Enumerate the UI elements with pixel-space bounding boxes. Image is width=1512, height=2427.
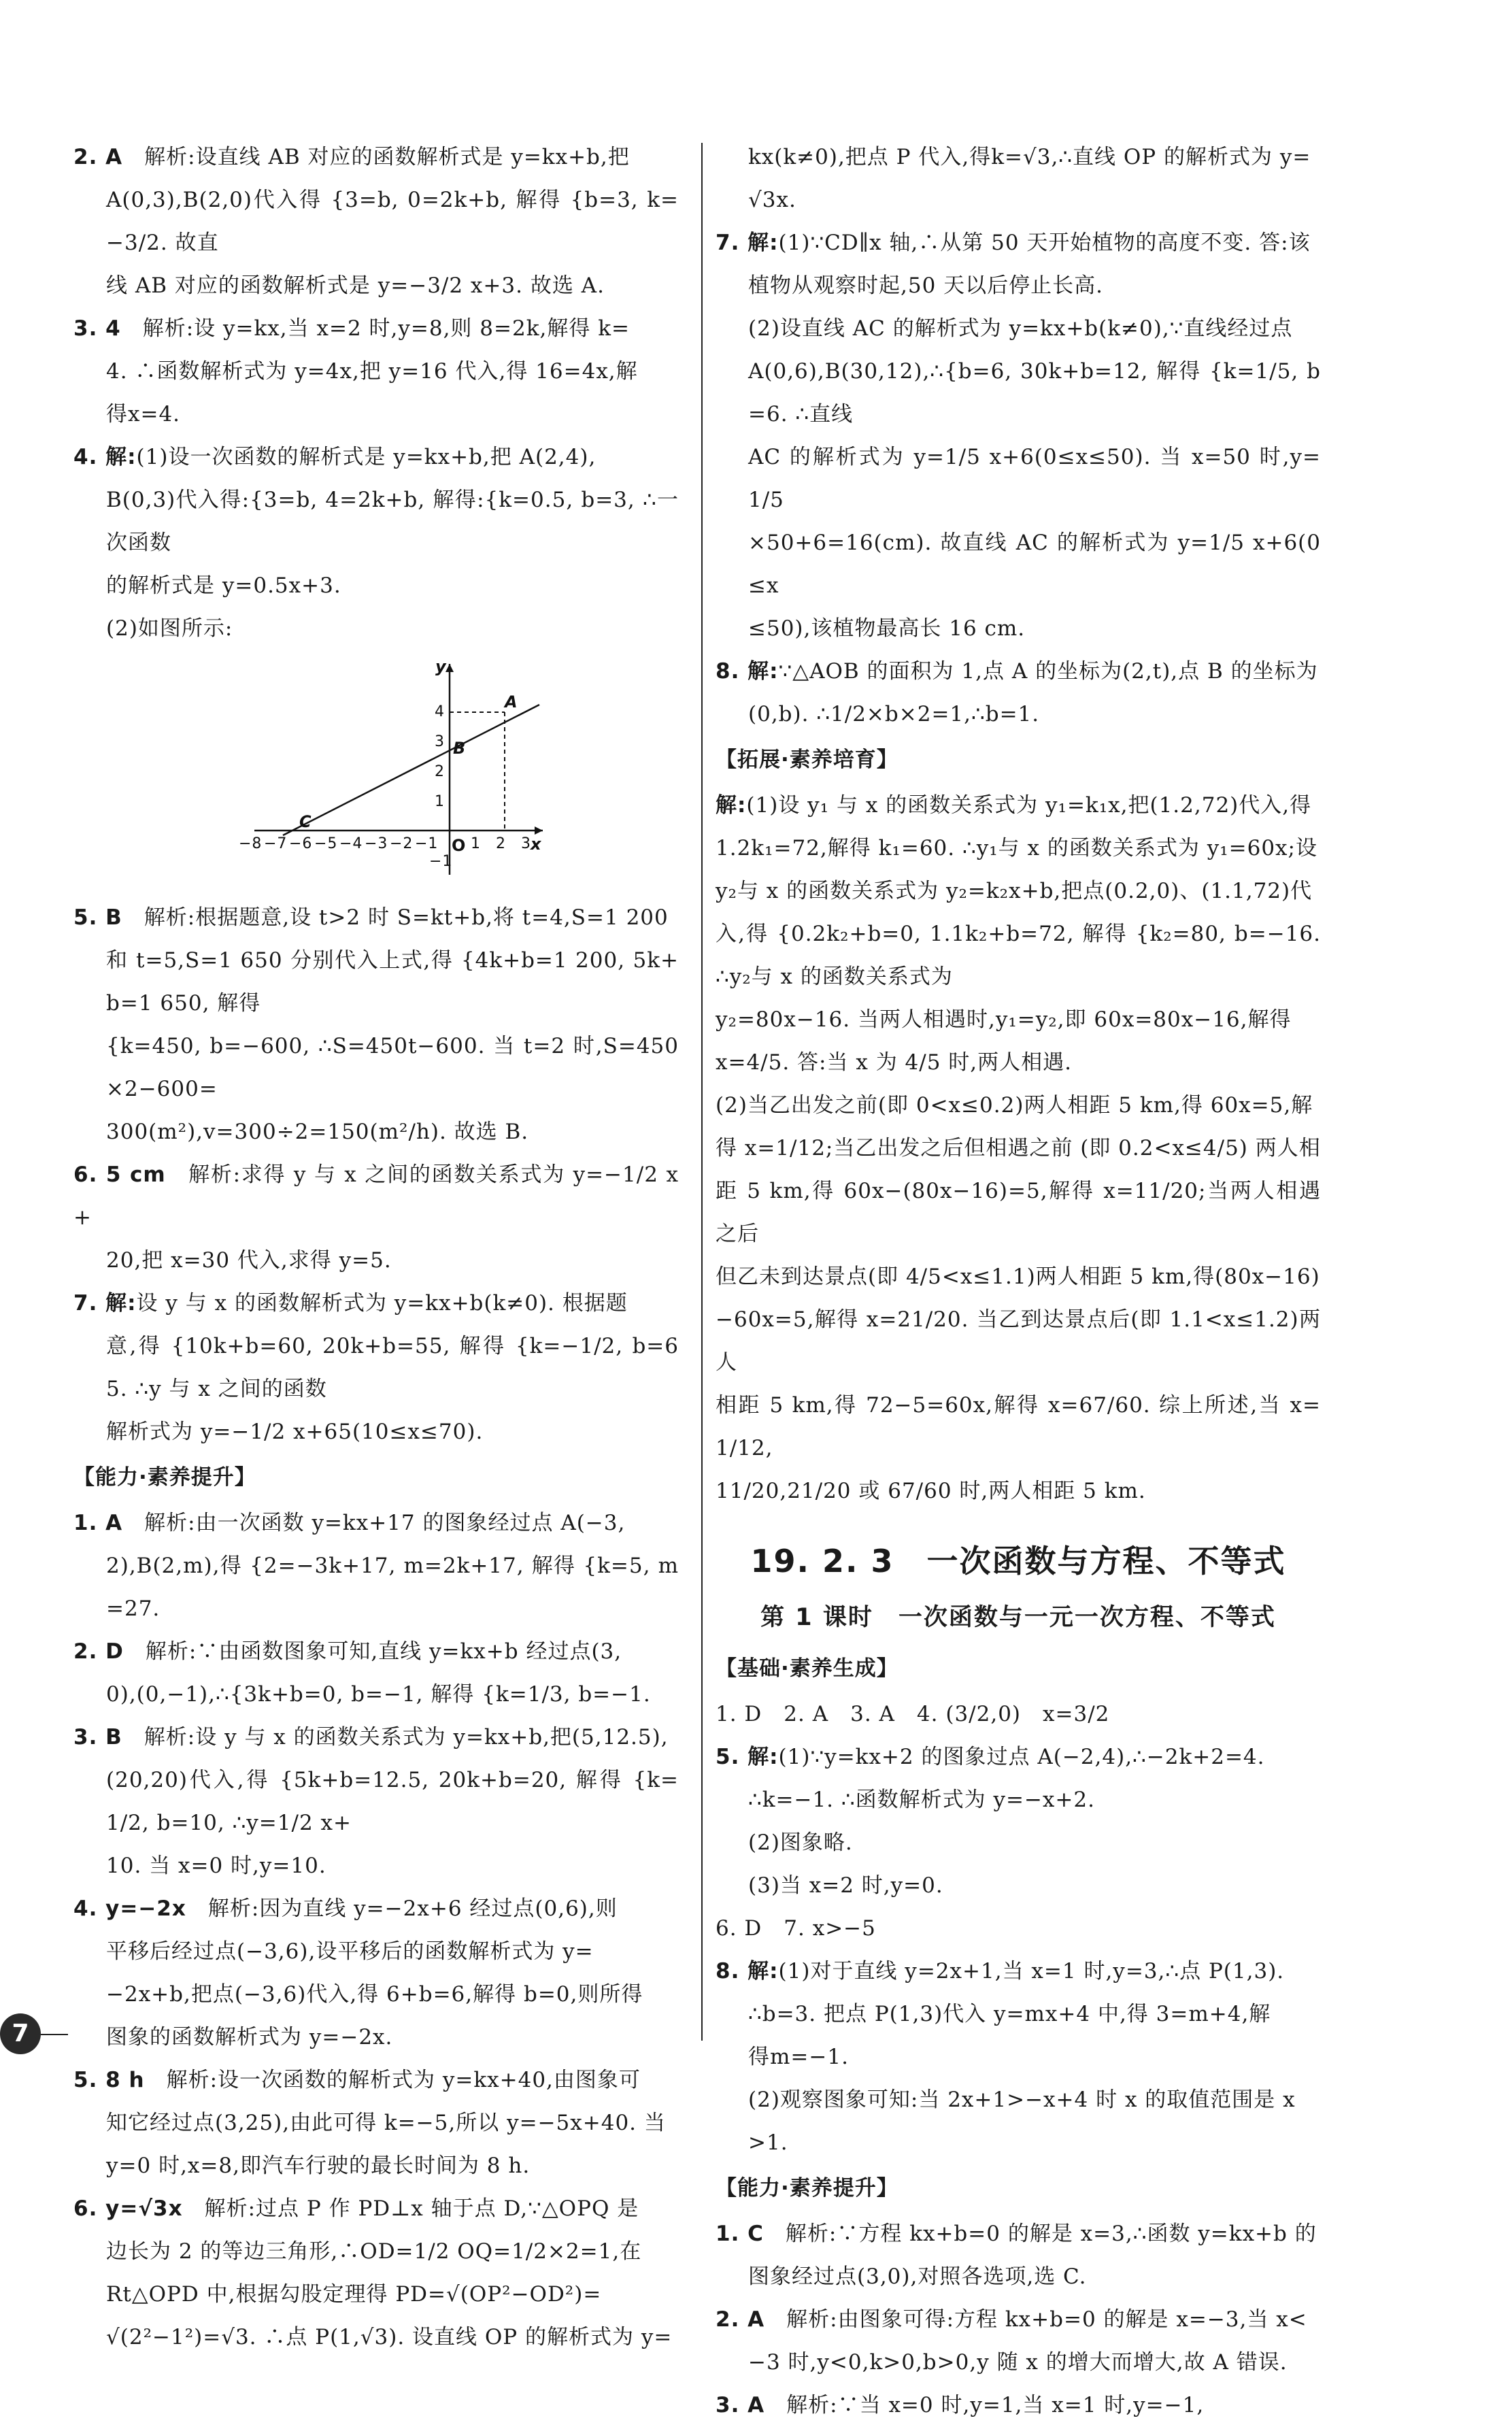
q6-line2: 20,把 x=30 代入,求得 y=5.: [106, 1248, 392, 1273]
a6-line2: 边长为 2 的等边三角形,∴OD=1/2 OQ=1/2×2=1,在: [106, 2239, 642, 2264]
q4-line4: (2)如图所示:: [106, 616, 233, 641]
y-tick-label: −1: [429, 853, 453, 870]
point-c-label: C: [299, 812, 312, 831]
e-line5: y₂=80x−16. 当两人相遇时,y₁=y₂,即 60x=80x−16,解得: [716, 1007, 1292, 1032]
a5-line3: y=0 时,x=8,即汽车行驶的最长时间为 8 h.: [106, 2154, 531, 2178]
q7-line3: 解析式为 y=−1/2 x+65(10≤x≤70).: [106, 1420, 484, 1444]
c3-line1: 3. A 解析:∵当 x=0 时,y=1,当 x=1 时,y=−1,: [716, 2393, 1205, 2417]
q6-line1: 6. 5 cm 解析:求得 y 与 x 之间的函数关系式为 y=−1/2 x+: [73, 1162, 679, 1230]
origin-label: O: [452, 836, 467, 855]
e-line11: −60x=5,解得 x=21/20. 当乙到达景点后(即 1.1<x≤1.2)两人: [716, 1307, 1321, 1375]
x-tick-label: −6: [289, 835, 313, 852]
a4-line3: −2x+b,把点(−3,6)代入,得 6+b=6,解得 b=0,则所得: [106, 1982, 643, 2007]
a3-line3: 10. 当 x=0 时,y=10.: [106, 1854, 326, 1878]
section-basic-header: 【基础·素养生成】: [716, 1656, 898, 1681]
a7-line4: A(0,6),B(30,12),∴{b=6, 30k+b=12, 解得 {k=1/5, b=6. ∴直线: [748, 359, 1321, 426]
linear-function-graph: [239, 657, 550, 882]
e-line1: 解:(1)设 y₁ 与 x 的函数关系式为 y₁=k₁x,把(1.2,72)代入,得: [716, 793, 1312, 818]
y-axis-label: y: [435, 657, 447, 676]
q5-line1: 5. B 解析:根据题意,设 t>2 时 S=kt+b,将 t=4,S=1 200: [73, 905, 669, 930]
a8-line2: (0,b). ∴1/2×b×2=1,∴b=1.: [748, 702, 1040, 726]
a7-line5: AC 的解析式为 y=1/5 x+6(0≤x≤50). 当 x=50 时,y=1/5: [748, 445, 1321, 512]
a6-line4: √(2²−1²)=√3. ∴点 P(1,√3). 设直线 OP 的解析式为 y=: [106, 2325, 673, 2349]
q7-line1: 7. 解:设 y 与 x 的函数解析式为 y=kx+b(k≠0). 根据题: [73, 1291, 628, 1316]
e-line6: x=4/5. 答:当 x 为 4/5 时,两人相遇.: [716, 1050, 1072, 1075]
a3-line1: 3. B 解析:设 y 与 x 的函数关系式为 y=kx+b,把(5,12.5),: [73, 1725, 669, 1750]
b8-line4: (2)观察图象可知:当 2x+1>−x+4 时 x 的取值范围是 x: [748, 2088, 1296, 2112]
q5-line3: {k=450, b=−600, ∴S=450t−600. 当 t=2 时,S=450×2−600=: [106, 1034, 679, 1101]
lesson-title: 第 1 课时 一次函数与一元一次方程、不等式: [760, 1604, 1276, 1631]
x-tick-label: 3: [521, 835, 531, 852]
y-axis-arrow: [446, 664, 454, 672]
e-line4: 入,得 {0.2k₂+b=0, 1.1k₂+b=72, 解得 {k₂=80, b=−16. ∴y₂与 x 的函数关系式为: [716, 922, 1321, 989]
y-tick-label: 4: [435, 703, 445, 720]
y-tick-label: 1: [435, 793, 445, 810]
e-line12: 相距 5 km,得 72−5=60x,解得 x=67/60. 综上所述,当 x=1/12,: [716, 1393, 1321, 1460]
q3-line3: 得x=4.: [106, 402, 181, 426]
q2-line1: 2. A 解析:设直线 AB 对应的函数解析式是 y=kx+b,把: [73, 145, 630, 169]
b5-line1: 5. 解:(1)∵y=kx+2 的图象过点 A(−2,4),∴−2k+2=4.: [716, 1745, 1265, 1769]
section-title: 19. 2. 3 一次函数与方程、不等式: [750, 1543, 1286, 1579]
c2-line2: −3 时,y<0,k>0,b>0,y 随 x 的增大而增大,故 A 错误.: [748, 2350, 1288, 2375]
e-line10: 但乙未到达景点(即 4/5<x≤1.1)两人相距 5 km,得(80x−16): [716, 1265, 1320, 1289]
q2-line2: A(0,3),B(2,0)代入得 {3=b, 0=2k+b, 解得 {b=3, k=−3/2. 故直: [106, 188, 679, 255]
e-line9: 距 5 km,得 60x−(80x−16)=5,解得 x=11/20;当两人相遇之后: [716, 1179, 1321, 1246]
point-a-label: A: [505, 692, 518, 712]
a7-line6: ×50+6=16(cm). 故直线 AC 的解析式为 y=1/5 x+6(0≤x: [748, 531, 1321, 598]
b6-line: 6. D 7. x>−5: [716, 1916, 876, 1941]
x-tick-label: 2: [496, 835, 506, 852]
a4-line1: 4. y=−2x 解析:因为直线 y=−2x+6 经过点(0,6),则: [73, 1896, 618, 1921]
x-tick-label: −1: [415, 835, 439, 852]
a4-line2: 平移后经过点(−3,6),设平移后的函数解析式为 y=: [106, 1939, 594, 1964]
x-tick-label: −3: [365, 835, 388, 852]
column-divider: [701, 143, 703, 2041]
page-number: 7: [0, 2013, 41, 2054]
a6-cont-line1: kx(k≠0),把点 P 代入,得k=√3,∴直线 OP 的解析式为 y=: [748, 145, 1311, 169]
left-column: [73, 136, 679, 2359]
a2-line2: 0),(0,−1),∴{3k+b=0, b=−1, 解得 {k=1/3, b=−1.: [106, 1682, 651, 1707]
a3-line2: (20,20)代入,得 {5k+b=12.5, 20k+b=20, 解得 {k=1/2, b=10, ∴y=1/2 x+: [106, 1768, 679, 1835]
e-line13: 11/20,21/20 或 67/60 时,两人相距 5 km.: [716, 1479, 1146, 1503]
a5-line2: 知它经过点(3,25),由此可得 k=−5,所以 y=−5x+40. 当: [106, 2111, 666, 2135]
a6-cont-line2: √3x.: [748, 188, 796, 212]
q4-line2: B(0,3)代入得:{3=b, 4=2k+b, 解得:{k=0.5, b=3, ∴一次函数: [106, 488, 679, 555]
a5-line1: 5. 8 h 解析:设一次函数的解析式为 y=kx+40,由图象可: [73, 2068, 641, 2092]
a7-line2: 植物从观察时起,50 天以后停止长高.: [748, 273, 1104, 298]
a8-line1: 8. 解:∵△AOB 的面积为 1,点 A 的坐标为(2,t),点 B 的坐标为: [716, 659, 1318, 684]
b1-line: 1. D 2. A 3. A 4. (3/2,0) x=3/2: [716, 1702, 1110, 1726]
a7-line3: (2)设直线 AC 的解析式为 y=kx+b(k≠0),∵直线经过点: [748, 316, 1293, 341]
b8-line3: 得m=−1.: [748, 2045, 849, 2069]
x-tick-label: −7: [264, 835, 288, 852]
b5-line4: (3)当 x=2 时,y=0.: [748, 1873, 943, 1898]
b8-line5: >1.: [748, 2130, 788, 2155]
q3-line1: 3. 4 解析:设 y=kx,当 x=2 时,y=8,则 8=2k,解得 k=: [73, 316, 630, 341]
x-axis-arrow: [535, 826, 543, 835]
c1-line2: 图象经过点(3,0),对照各选项,选 C.: [748, 2264, 1087, 2289]
y-tick-label: 2: [435, 763, 445, 780]
e-line8: 得 x=1/12;当乙出发之后但相遇之前 (即 0.2<x≤4/5) 两人相: [716, 1136, 1321, 1160]
a6-line1: 6. y=√3x 解析:过点 P 作 PD⊥x 轴于点 D,∵△OPQ 是: [73, 2196, 639, 2221]
x-tick-label: 1: [471, 835, 481, 852]
a6-line3: Rt△OPD 中,根据勾股定理得 PD=√(OP²−OD²)=: [106, 2282, 602, 2307]
b5-line3: (2)图象略.: [748, 1830, 853, 1855]
q5-line4: 300(m²),v=300÷2=150(m²/h). 故选 B.: [106, 1120, 529, 1144]
e-line7: (2)当乙出发之前(即 0<x≤0.2)两人相距 5 km,得 60x=5,解: [716, 1093, 1313, 1118]
a2-line1: 2. D 解析:∵由函数图象可知,直线 y=kx+b 经过点(3,: [73, 1639, 622, 1664]
q4-line3: 的解析式是 y=0.5x+3.: [106, 573, 341, 598]
q7-line2: 意,得 {10k+b=60, 20k+b=55, 解得 {k=−1/2, b=65. ∴y 与 x 之间的函数: [106, 1334, 679, 1401]
right-column: [716, 136, 1321, 2427]
q3-line2: 4. ∴函数解析式为 y=4x,把 y=16 代入,得 16=4x,解: [106, 359, 638, 384]
x-tick-label: −8: [239, 835, 263, 852]
a1-line1: 1. A 解析:由一次函数 y=kx+17 的图象经过点 A(−3,: [73, 1511, 626, 1535]
x-tick-label: −4: [339, 835, 363, 852]
q4-line1: 4. 解:(1)设一次函数的解析式是 y=kx+b,把 A(2,4),: [73, 445, 597, 469]
q2-line3: 线 AB 对应的函数解析式是 y=−3/2 x+3. 故选 A.: [106, 273, 605, 298]
x-axis-label: x: [531, 835, 542, 854]
section-ability-header: 【能力·素养提升】: [73, 1465, 256, 1490]
a7-line1: 7. 解:(1)∵CD∥x 轴,∴从第 50 天开始植物的高度不变. 答:该: [716, 231, 1311, 255]
b5-line2: ∴k=−1. ∴函数解析式为 y=−x+2.: [748, 1788, 1095, 1812]
a7-line7: ≤50),该植物最高长 16 cm.: [748, 616, 1026, 641]
a4-line4: 图象的函数解析式为 y=−2x.: [106, 2025, 393, 2049]
section-expand-header: 【拓展·素养培育】: [716, 748, 898, 772]
page-number-rule: [41, 2034, 68, 2035]
section-ability2-header: 【能力·素养提升】: [716, 2176, 898, 2200]
b8-line2: ∴b=3. 把点 P(1,3)代入 y=mx+4 中,得 3=m+4,解: [748, 2002, 1271, 2026]
e-line3: y₂与 x 的函数关系式为 y₂=k₂x+b,把点(0.2,0)、(1.1,72)代: [716, 879, 1313, 903]
c2-line1: 2. A 解析:由图象可得:方程 kx+b=0 的解是 x=−3,当 x<: [716, 2307, 1307, 2332]
x-tick-label: −5: [314, 835, 338, 852]
y-tick-label: 3: [435, 733, 445, 750]
a1-line2: 2),B(2,m),得 {2=−3k+17, m=2k+17, 解得 {k=5, m=27.: [106, 1554, 679, 1621]
b8-line1: 8. 解:(1)对于直线 y=2x+1,当 x=1 时,y=3,∴点 P(1,3).: [716, 1959, 1285, 1984]
c1-line1: 1. C 解析:∵方程 kx+b=0 的解是 x=3,∴函数 y=kx+b 的: [716, 2222, 1317, 2246]
point-b-label: B: [453, 739, 467, 758]
x-tick-label: −2: [390, 835, 414, 852]
q5-line2: 和 t=5,S=1 650 分别代入上式,得 {4k+b=1 200, 5k+b=1 650, 解得: [106, 948, 679, 1016]
e-line2: 1.2k₁=72,解得 k₁=60. ∴y₁与 x 的函数关系式为 y₁=60x;设: [716, 836, 1317, 860]
graph-line: [283, 705, 539, 835]
